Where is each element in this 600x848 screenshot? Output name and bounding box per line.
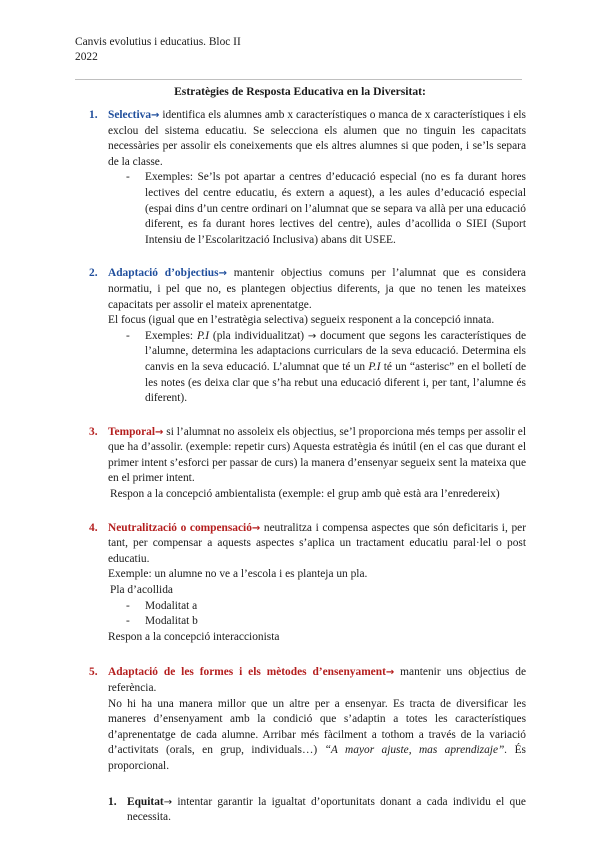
- pi-abbrev: P.I: [196, 329, 210, 342]
- bullet-item: [126, 329, 526, 407]
- bullet-text: Modalitat b: [145, 615, 198, 628]
- body-end: És proporcional.: [108, 744, 526, 772]
- strategy-adaptacio-formes: [89, 665, 527, 696]
- bullet-item: [126, 614, 526, 630]
- document-header: [75, 35, 241, 65]
- list-number: 3.: [89, 425, 98, 438]
- strategy-selectiva: [89, 108, 526, 170]
- strategy-keyword: Adaptació de les formes i els mètodes d’ensenyament: [108, 666, 386, 679]
- bullet-mid: (pla individualitzat): [209, 329, 308, 342]
- strategy-description: mantenir uns objectius de referència.: [108, 666, 527, 694]
- example-line: Exemple: un alumne no ve a l’escola i es planteja un pla.: [108, 568, 368, 581]
- arrow-icon: →: [218, 268, 227, 280]
- bullet-item: [126, 170, 526, 248]
- strategy-description: si l’alumnat no assoleix els objectius, se’l proporciona més temps per assolir el que ha d’assolir. (exemple: repetir curs) Aquesta estratègia és inútil (en el cas que durant el primer intent s’esforci per passar de curs) la manera d’ensenyar segueix sent la mateixa que en el primer intent.: [108, 425, 526, 485]
- arrow-icon: →: [307, 330, 317, 342]
- sub-text: [127, 795, 526, 826]
- strategy-note: Respon a la concepció interaccionista: [108, 630, 280, 643]
- quote: “A mayor ajuste, mas aprendizaje”.: [324, 744, 508, 757]
- strategy-text: [108, 665, 526, 696]
- strategy-description: identifica els alumnes amb x característiques o manca de x característiques i els exclou del sistema educatiu. Se selecciona els alumen que no tinguin les capacitats necessàries per assolir els coneixements que els altres alumnes si que poden, i se’ls separa de la classe.: [108, 109, 526, 168]
- list-number: 4.: [89, 521, 98, 534]
- bullet-text: Exemples: Se’ls pot apartar a centres d’educació especial (no es fa durant hores lectives del centre educatiu, és extern a aquest), a les aules d’educació especial (espai dins d’un centre ordinari on l’alumnat que se separa va allà per una educació diferent, es fa durant hores lectives del centre), aules d’acollida o SIEI (Suport Intensiu de l’Escolarització Inclusiva) abans dit USEE.: [145, 171, 526, 246]
- course-title: Canvis evolutius i educatius. Bloc II: [75, 36, 241, 48]
- strategy-description: mantenir objectius comuns per l’alumnat que es considera normatiu, i pel que no, es plantegen objectius diferents, ja que no tenen les mateixes capacitats per assolir el mateix aprenentatge.: [108, 267, 526, 311]
- strategy-keyword: Selectiva: [108, 109, 152, 121]
- bullet-text: [145, 329, 526, 407]
- bullet-text: Modalitat a: [145, 599, 198, 612]
- document-body: [0, 108, 600, 826]
- strategy-keyword: Neutralització o compensació: [108, 521, 252, 534]
- strategy-text: [108, 108, 526, 170]
- dash-marker: -: [126, 615, 130, 628]
- sub-description: intentar garantir la igualtat d’oportunitats donant a cada individu el que necessita.: [127, 795, 526, 824]
- arrow-icon: →: [251, 522, 261, 534]
- strategy-note: El focus (igual que en l’estratègia selectiva) segueix responent a la concepció innata.: [108, 314, 495, 327]
- bullet-item: [126, 599, 526, 615]
- pi-abbrev: P.I: [368, 360, 381, 373]
- body-text: No hi ha una manera millor que un altre per a ensenyar. Es tracta de diversificar les maneres d’ensenyament amb la condició que s’adaptin a totes les característiques d’aprenentatge de cada alumne. Arribar més fàcilment a tothom a través de la variació d’activitats (orals, en grup, individuals…): [108, 697, 526, 757]
- strategy-adaptacio-objectius: [89, 266, 526, 313]
- arrow-icon: →: [155, 426, 164, 438]
- plan-line: Pla d’acollida: [110, 584, 173, 597]
- strategy-neutralitzacio: [89, 521, 526, 568]
- list-number: 1.: [89, 109, 98, 121]
- bullet-lead: Exemples:: [145, 329, 197, 342]
- dash-marker: -: [126, 329, 130, 342]
- dash-marker: -: [126, 599, 130, 612]
- sub-item-equitat: [108, 795, 526, 826]
- strategy-text: [108, 266, 526, 313]
- list-number: 5.: [89, 666, 98, 679]
- header-divider: [75, 79, 522, 80]
- arrow-icon: →: [151, 110, 160, 121]
- strategy-note: Respon a la concepció ambientalista (exemple: el grup amb què està ara l’enredereix): [110, 488, 500, 501]
- arrow-icon: →: [385, 667, 395, 679]
- dash-marker: -: [126, 171, 130, 184]
- strategy-temporal: [89, 425, 526, 487]
- list-number: 2.: [89, 267, 98, 280]
- year: 2022: [75, 51, 98, 63]
- strategy-description: neutralitza i compensa aspectes que són deficitaris i, per tant, per compensar a aquests aspectes s’aplica un tractament educatiu paral·lel o post educatiu.: [108, 521, 526, 565]
- arrow-icon: →: [163, 796, 173, 808]
- bullet-rest: document que segons les característiques de l’alumne, determina les adaptacions curriculars de la seva educació. Determina els canvis en la seva educació. L’alumnat que té un: [145, 329, 526, 373]
- strategy-text: [108, 521, 526, 568]
- strategy-text: [108, 425, 526, 487]
- strategy-keyword: Adaptació d’objectius: [108, 267, 219, 280]
- strategy-body: [108, 697, 526, 775]
- sub-keyword: Equitat: [127, 795, 164, 808]
- bullet-end: té un “asterisc” en el bolletí de les notes (es deixa clar que s’ha rebut una educació diferent i, per tant, l’alumne és diferent).: [145, 360, 526, 405]
- page-title: Estratègies de Resposta Educativa en la Diversitat:: [174, 85, 426, 98]
- strategy-keyword: Temporal: [108, 425, 156, 438]
- sub-number: 1.: [108, 795, 117, 808]
